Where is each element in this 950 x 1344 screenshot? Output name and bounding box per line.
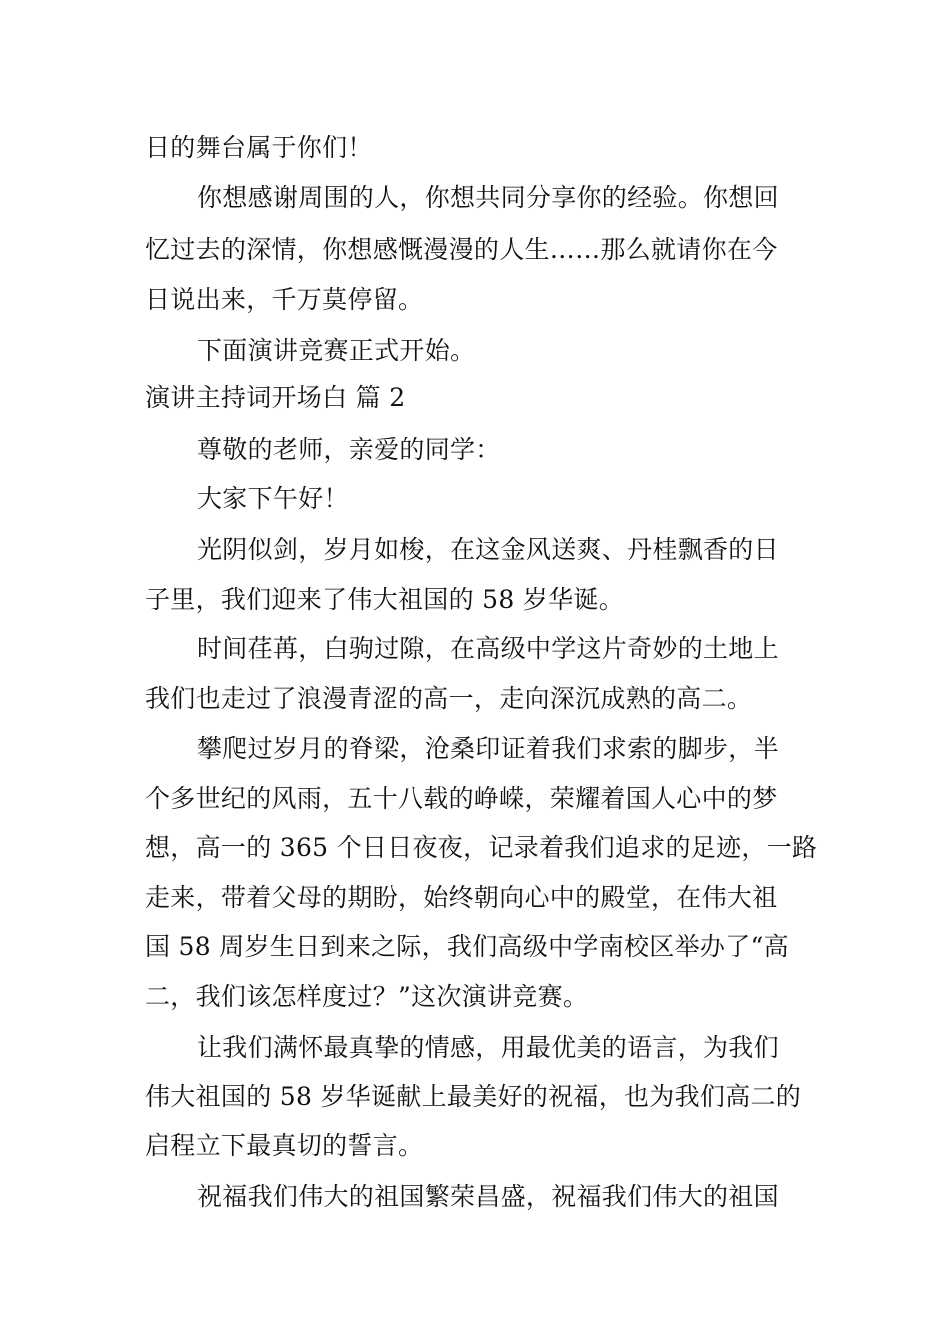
text-line-12: 我们也走过了浪漫青涩的高一，走向深沉成熟的高二。 [145,684,753,713]
text-line-21: 启程立下最真切的誓言。 [145,1131,424,1160]
text-line-19: 让我们满怀最真挚的情感，用最优美的语言，为我们 [197,1033,779,1062]
text-line-17: 国 58 周岁生日到来之际，我们高级中学南校区举办了“高 [145,932,789,961]
text-line-18: 二，我们该怎样度过？”这次演讲竞赛。 [145,982,589,1011]
text-line-7: 尊敬的老师，亲爱的同学： [197,435,501,464]
text-line-5: 下面演讲竞赛正式开始。 [197,336,476,365]
text-line-3: 忆过去的深情，你想感慨漫漫的人生……那么就请你在今 [145,235,778,264]
text-line-15: 想，高一的 365 个日日夜夜，记录着我们追求的足迹，一路 [145,833,818,862]
text-line-1: 日的舞台属于你们！ [145,133,373,162]
text-line-13: 攀爬过岁月的脊梁，沧桑印证着我们求索的脚步，半 [197,734,779,763]
text-line-2: 你想感谢周围的人，你想共同分享你的经验。你想回 [197,183,779,212]
text-line-4: 日说出来，千万莫停留。 [145,285,424,314]
text-line-11: 时间荏苒，白驹过隙，在高级中学这片奇妙的土地上 [197,634,779,663]
section-heading: 演讲主持词开场白 篇 2 [145,383,406,412]
text-line-9: 光阴似剑，岁月如梭，在这金风送爽、丹桂飘香的日 [197,535,779,564]
text-line-22: 祝福我们伟大的祖国繁荣昌盛，祝福我们伟大的祖国 [197,1182,779,1211]
text-line-20: 伟大祖国的 58 岁华诞献上最美好的祝福，也为我们高二的 [145,1082,802,1111]
text-line-14: 个多世纪的风雨，五十八载的峥嵘，荣耀着国人心中的梦 [145,784,778,813]
text-line-10: 子里，我们迎来了伟大祖国的 58 岁华诞。 [145,585,625,614]
text-line-16: 走来，带着父母的期盼，始终朝向心中的殿堂，在伟大祖 [145,883,778,912]
text-line-8: 大家下午好！ [197,484,349,513]
